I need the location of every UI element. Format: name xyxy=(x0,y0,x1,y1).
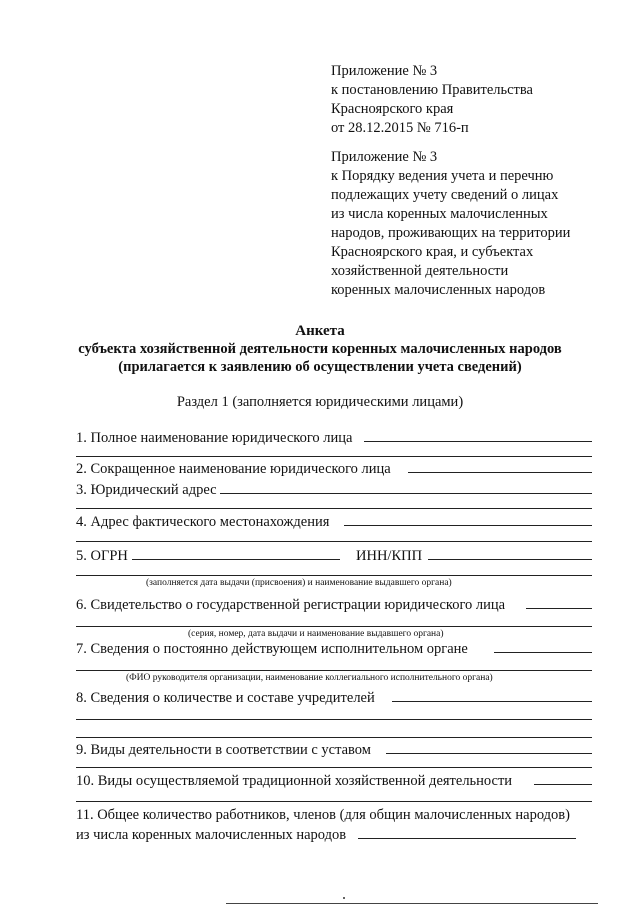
appendix-reference: к постановлению Правительства xyxy=(331,82,533,98)
appendix-number: Приложение № 3 xyxy=(331,149,438,165)
scan-mark xyxy=(343,897,345,899)
field-founders-line-3[interactable] xyxy=(76,737,592,738)
section-heading: Раздел 1 (заполняется юридическими лицами) xyxy=(176,394,464,410)
appendix-text-line: подлежащих учету сведений о лицах xyxy=(331,187,559,203)
appendix-text-line: Красноярского края, и субъектах xyxy=(331,244,534,260)
appendix-text-line: к Порядку ведения учета и перечню xyxy=(331,168,554,184)
field-ogrn-label: 5. ОГРН xyxy=(76,548,128,564)
field-full-name-line-2[interactable] xyxy=(76,456,592,457)
field-registration-line[interactable] xyxy=(526,608,592,609)
field-founders-label: 8. Сведения о количестве и составе учредителей xyxy=(76,690,375,706)
field-registration-line-2[interactable] xyxy=(76,626,592,627)
field-actual-address-line-2[interactable] xyxy=(76,541,592,542)
field-legal-address-line-2[interactable] xyxy=(76,508,592,509)
scan-edge-line xyxy=(226,903,598,904)
field-executive-body-line-2[interactable] xyxy=(76,670,592,671)
field-traditional-activities-line[interactable] xyxy=(534,784,592,785)
field-inn-kpp-label: ИНН/КПП xyxy=(356,548,423,564)
appendix-region: Красноярского края xyxy=(331,101,454,117)
field-executive-body-line[interactable] xyxy=(494,652,592,653)
appendix-text-line: народов, проживающих на территории xyxy=(331,225,571,241)
field-workers-count-line[interactable] xyxy=(358,838,576,839)
field-actual-address-line[interactable] xyxy=(344,525,592,526)
appendix-date: от 28.12.2015 № 716-п xyxy=(331,120,469,136)
appendix-text-line: из числа коренных малочисленных xyxy=(331,206,548,222)
field-ogrn-line[interactable] xyxy=(132,559,340,560)
field-legal-address-label: 3. Юридический адрес xyxy=(76,482,217,498)
field-registration-hint: (серия, номер, дата выдачи и наименование выдавшего органа) xyxy=(188,629,444,639)
field-full-name-line[interactable] xyxy=(364,441,592,442)
field-inn-kpp-line[interactable] xyxy=(428,559,592,560)
appendix-text-line: коренных малочисленных народов xyxy=(331,282,546,298)
field-workers-count-label-2: из числа коренных малочисленных народов xyxy=(76,827,347,843)
field-registration-label: 6. Свидетельство о государственной регистрации юридического лица xyxy=(76,597,506,613)
field-short-name-line[interactable] xyxy=(408,472,592,473)
field-actual-address-label: 4. Адрес фактического местонахождения xyxy=(76,514,330,530)
form-note: (прилагается к заявлению об осуществлении учета сведений) xyxy=(118,359,522,375)
field-founders-line[interactable] xyxy=(392,701,592,702)
field-full-name-label: 1. Полное наименование юридического лица xyxy=(76,430,353,446)
field-executive-body-label: 7. Сведения о постоянно действующем исполнительном органе xyxy=(76,641,468,657)
appendix-text-line: хозяйственной деятельности xyxy=(331,263,509,279)
field-short-name-label: 2. Сокращенное наименование юридического лица xyxy=(76,461,391,477)
field-traditional-activities-line-2[interactable] xyxy=(76,801,592,802)
field-founders-line-2[interactable] xyxy=(76,719,592,720)
field-ogrn-line-2[interactable] xyxy=(76,575,592,576)
appendix-header-resolution xyxy=(331,62,533,138)
field-activities-line-2[interactable] xyxy=(76,767,592,768)
appendix-header-procedure xyxy=(331,148,570,300)
field-legal-address-line[interactable] xyxy=(220,493,592,494)
field-activities-line[interactable] xyxy=(386,753,592,754)
form-subtitle: субъекта хозяйственной деятельности коренных малочисленных народов xyxy=(78,341,562,357)
appendix-number: Приложение № 3 xyxy=(331,63,438,79)
field-workers-count-label: 11. Общее количество работников, членов (для общин малочисленных народов) xyxy=(76,807,570,823)
form-title: Анкета xyxy=(295,323,345,339)
field-ogrn-hint: (заполняется дата выдачи (присвоения) и наименование выдавшего органа) xyxy=(146,578,452,588)
field-executive-body-hint: (ФИО руководителя организации, наименование коллегиального исполнительного органа) xyxy=(126,673,493,683)
field-activities-label: 9. Виды деятельности в соответствии с уставом xyxy=(76,742,371,758)
field-traditional-activities-label: 10. Виды осуществляемой традиционной хозяйственной деятельности xyxy=(76,773,513,789)
